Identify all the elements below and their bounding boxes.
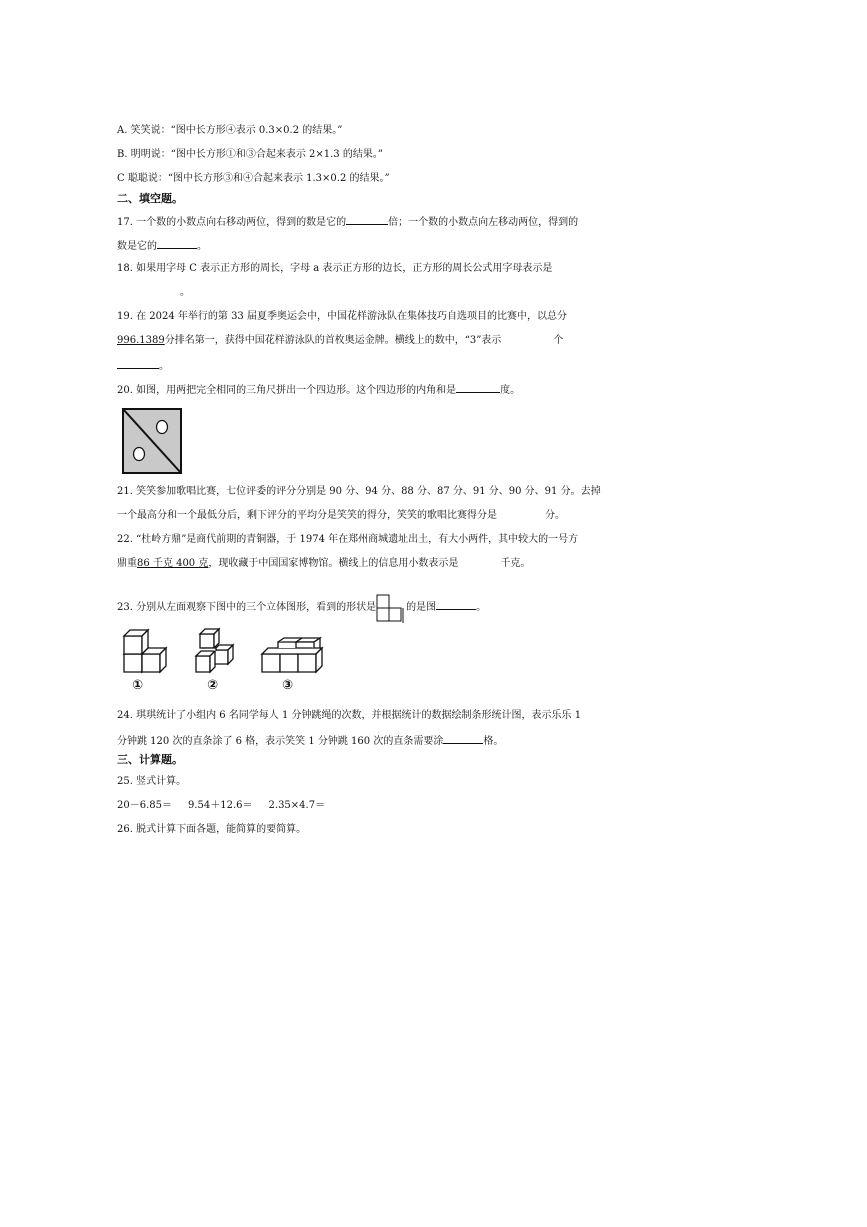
q24-text3: 格。 bbox=[483, 736, 504, 747]
question-18-line2 bbox=[117, 286, 190, 300]
figure-2-cubes bbox=[196, 629, 233, 672]
figure-3-cubes bbox=[262, 638, 322, 672]
question-19-line3 bbox=[117, 358, 169, 374]
q17-text4: 。 bbox=[197, 241, 207, 252]
q23-text3: 。 bbox=[476, 602, 487, 613]
question-17-line1 bbox=[117, 214, 578, 230]
section-fill-in-title: 二、填空题。 bbox=[117, 192, 183, 205]
question-23-line1 bbox=[117, 594, 486, 624]
option-b: B. 明明说：“图中长方形①和③合起来表示 2×1.3 的结果。” bbox=[117, 149, 383, 160]
question-26-title: 26. 脱式计算下面各题，能简算的要简算。 bbox=[117, 824, 307, 835]
option-a: A. 笑笑说：“图中长方形④表示 0.3×0.2 的结果。” bbox=[117, 125, 343, 136]
q20-text2: 度。 bbox=[500, 385, 521, 396]
q22-weight: 86 千克 400 克 bbox=[137, 558, 209, 569]
q23-text1: 23. 分别从左面观察下图中的三个立体图形，看到的形状是 bbox=[117, 602, 377, 613]
q17-blank2[interactable] bbox=[157, 238, 197, 249]
q17-text2: 倍；一个数的小数点向左移动两位，得到的 bbox=[388, 217, 579, 228]
q19-score: 996.1389 bbox=[117, 335, 165, 346]
q19-text3: 个 bbox=[553, 335, 564, 346]
hole-top-right bbox=[157, 421, 168, 434]
view-shape-icon bbox=[376, 594, 406, 624]
q22-text2a: 鼎重 bbox=[117, 558, 137, 569]
question-19-line2 bbox=[117, 334, 563, 348]
question-25-title: 25. 竖式计算。 bbox=[117, 776, 187, 787]
question-22-line2 bbox=[117, 557, 530, 571]
q21-text3: 分。 bbox=[545, 510, 565, 521]
cube-figures bbox=[120, 626, 330, 676]
section-calculation-title: 三、计算题。 bbox=[117, 753, 183, 766]
question-20-line1 bbox=[117, 382, 520, 398]
question-17-line2 bbox=[117, 238, 207, 254]
hole-bottom-left bbox=[134, 448, 145, 461]
question-19-line1: 19. 在 2024 年举行的第 33 届夏季奥运会中，中国花样游泳队在集体技巧自选项目的比赛中，以总分 bbox=[117, 311, 567, 322]
q23-text2: 的是图 bbox=[406, 602, 437, 613]
q19-blank2[interactable] bbox=[117, 358, 159, 369]
q20-text1: 20. 如图，用两把完全相同的三角尺拼出一个四边形。这个四边形的内角和是 bbox=[117, 385, 457, 396]
q24-blank[interactable] bbox=[443, 733, 483, 744]
q21-text2: 一个最高分和一个最低分后，剩下评分的平均分是笑笑的得分，笑笑的歌唱比赛得分是 bbox=[117, 510, 497, 521]
question-25-expressions bbox=[117, 799, 325, 813]
q19-text4: 。 bbox=[159, 361, 169, 372]
figure-label-2: ② bbox=[207, 678, 219, 693]
question-18-line1: 18. 如果用字母 C 表示正方形的周长，字母 a 表示正方形的边长，正方形的周长公式用字母表示是 bbox=[117, 263, 553, 274]
q17-text1: 17. 一个数的小数点向右移动两位，得到的数是它的 bbox=[117, 217, 347, 228]
q17-blank1[interactable] bbox=[346, 214, 388, 225]
q22-text2b: ，现收藏于中国国家博物馆。横线上的信息用小数表示是 bbox=[208, 558, 459, 569]
figure-label-3: ③ bbox=[282, 678, 294, 693]
q19-text2: 分排名第一，获得中国花样游泳队的首枚奥运金牌。横线上的数中，“3”表示 bbox=[164, 335, 502, 346]
question-24-line1: 24. 琪琪统计了小组内 6 名同学每人 1 分钟跳绳的次数，并根据统计的数据绘制条形统计图，表示乐乐 1 bbox=[117, 710, 582, 721]
q18-text2: 。 bbox=[180, 287, 190, 298]
option-c: C 聪聪说：“图中长方形③和④合起来表示 1.3×0.2 的结果。” bbox=[117, 173, 390, 184]
figure-1-cubes bbox=[124, 630, 166, 672]
q17-text3: 数是它的 bbox=[117, 241, 157, 252]
q24-text2: 分钟跳 120 次的直条涂了 6 格，表示笑笑 1 分钟跳 160 次的直条需要涂 bbox=[117, 736, 444, 747]
q25-expr-3: 2.35×4.7＝ bbox=[268, 800, 326, 811]
triangle-rulers-figure bbox=[121, 407, 183, 475]
question-21-line2 bbox=[117, 509, 565, 523]
question-21-line1: 21. 笑笑参加歌唱比赛，七位评委的评分分别是 90 分、94 分、88 分、87 分、91 分、90 分、91 分。去掉 bbox=[117, 486, 601, 497]
q25-expr-1: 20－6.85＝ bbox=[117, 800, 172, 811]
figure-label-1: ① bbox=[132, 678, 144, 693]
q25-expr-2: 9.54＋12.6＝ bbox=[188, 800, 253, 811]
question-24-line2 bbox=[117, 733, 503, 749]
q23-blank[interactable] bbox=[436, 599, 476, 610]
question-22-line1: 22. “杜岭方鼎”是商代前期的青铜器，于 1974 年在郑州商城遗址出土，有大小两件，其中较大的一号方 bbox=[117, 534, 579, 545]
q22-text3: 千克。 bbox=[500, 558, 531, 569]
q20-blank[interactable] bbox=[456, 382, 500, 393]
